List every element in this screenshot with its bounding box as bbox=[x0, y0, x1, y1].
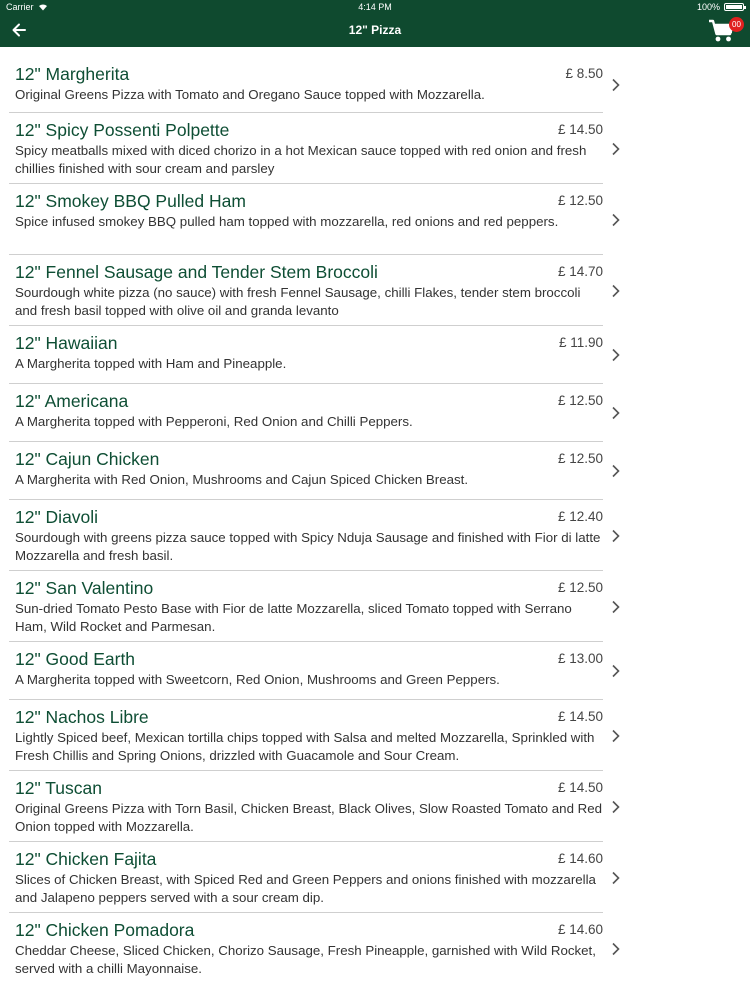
carrier-label: Carrier bbox=[6, 2, 34, 12]
menu-item-price: £ 12.50 bbox=[557, 580, 603, 595]
menu-item[interactable] bbox=[0, 842, 750, 913]
menu-item-description: A Margherita topped with Pepperoni, Red Onion and Chilli Peppers. bbox=[15, 414, 413, 429]
menu-item-name: 12" Americana bbox=[15, 391, 129, 411]
menu-item-price: £ 14.60 bbox=[557, 922, 603, 937]
chevron-right-icon bbox=[611, 78, 621, 92]
menu-item-price: £ 12.50 bbox=[557, 193, 603, 208]
menu-item-description: Cheddar Cheese, Sliced Chicken, Chorizo Sausage, Fresh Pineapple, garnished with Wild Rocket, served with a chilli Mayonnaise. bbox=[15, 943, 596, 976]
menu-item-price: £ 14.70 bbox=[557, 264, 603, 279]
cart-count-badge: 00 bbox=[729, 17, 744, 32]
menu-item[interactable] bbox=[0, 113, 750, 184]
menu-item-description: Sun-dried Tomato Pesto Base with Fior de latte Mozzarella, sliced Tomato topped with Serrano Ham, Wild Rocket and Parmesan. bbox=[15, 601, 572, 634]
menu-item-name: 12" Diavoli bbox=[15, 507, 99, 527]
menu-item-description: Sourdough white pizza (no sauce) with fresh Fennel Sausage, chilli Flakes, tender stem broccoli and fresh basil topped with olive oil and granda levanto bbox=[15, 285, 581, 318]
menu-item[interactable] bbox=[0, 571, 750, 642]
menu-item-name: 12" Spicy Possenti Polpette bbox=[15, 120, 230, 140]
menu-item-description: Slices of Chicken Breast, with Spiced Red and Green Peppers and onions finished with mozzarella and Jalapeno peppers served with a sour cream dip. bbox=[15, 872, 596, 905]
chevron-right-icon bbox=[611, 348, 621, 362]
chevron-right-icon bbox=[611, 213, 621, 227]
menu-item-description: Sourdough with greens pizza sauce topped with Spicy Nduja Sausage and finished with Fior di latte Mozzarella and fresh basil. bbox=[15, 530, 601, 563]
battery-indicator bbox=[697, 2, 744, 12]
menu-item-name: 12" Cajun Chicken bbox=[15, 449, 160, 469]
menu-item-price: £ 12.50 bbox=[557, 451, 603, 466]
nav-bar bbox=[0, 14, 750, 47]
chevron-right-icon bbox=[611, 464, 621, 478]
chevron-right-icon bbox=[611, 529, 621, 543]
menu-item-price: £ 11.90 bbox=[558, 335, 603, 350]
battery-icon bbox=[724, 3, 744, 11]
menu-item-price: £ 14.50 bbox=[557, 122, 603, 137]
battery-label: 100% bbox=[696, 2, 720, 12]
menu-item-price: £ 14.50 bbox=[557, 780, 603, 795]
chevron-right-icon bbox=[611, 142, 621, 156]
menu-item-name: 12" Good Earth bbox=[15, 649, 136, 669]
chevron-right-icon bbox=[611, 800, 621, 814]
chevron-right-icon bbox=[611, 600, 621, 614]
menu-item-description: A Margherita topped with Sweetcorn, Red Onion, Mushrooms and Green Peppers. bbox=[15, 672, 500, 687]
menu-item-name: 12" Chicken Pomadora bbox=[15, 920, 195, 940]
menu-item[interactable] bbox=[0, 57, 750, 113]
menu-item-name: 12" Margherita bbox=[15, 64, 130, 84]
chevron-right-icon bbox=[611, 871, 621, 885]
menu-item[interactable] bbox=[0, 384, 750, 442]
menu-item[interactable] bbox=[0, 442, 750, 500]
menu-item[interactable] bbox=[0, 184, 750, 255]
menu-item-description: Original Greens Pizza with Torn Basil, Chicken Breast, Black Olives, Slow Roasted Tomato and Red Onion topped with Mozzarella. bbox=[15, 801, 603, 834]
menu-item[interactable] bbox=[0, 700, 750, 771]
menu-item-description: A Margherita topped with Ham and Pineapple. bbox=[15, 356, 287, 371]
menu-item[interactable] bbox=[0, 500, 750, 571]
status-bar bbox=[0, 0, 750, 14]
status-time: 4:14 PM bbox=[358, 2, 392, 12]
chevron-right-icon bbox=[611, 284, 621, 298]
menu-item[interactable] bbox=[0, 255, 750, 326]
chevron-right-icon bbox=[611, 406, 621, 420]
menu-item-price: £ 8.50 bbox=[565, 66, 603, 81]
menu-item-description: Spice infused smokey BBQ pulled ham topped with mozzarella, red onions and red peppers. bbox=[15, 214, 559, 229]
menu-item-price: £ 12.40 bbox=[557, 509, 603, 524]
chevron-right-icon bbox=[611, 729, 621, 743]
menu-item-price: £ 12.50 bbox=[557, 393, 603, 408]
menu-item-name: 12" Chicken Fajita bbox=[15, 849, 157, 869]
menu-item[interactable] bbox=[0, 771, 750, 842]
menu-item-name: 12" Tuscan bbox=[15, 778, 102, 798]
menu-item-name: 12" Hawaiian bbox=[15, 333, 118, 353]
menu-item-name: 12" Nachos Libre bbox=[15, 707, 149, 727]
page-title: 12" Pizza bbox=[348, 23, 402, 37]
menu-item-price: £ 13.00 bbox=[557, 651, 603, 666]
menu-item-price: £ 14.50 bbox=[557, 709, 603, 724]
menu-item-description: Lightly Spiced beef, Mexican tortilla chips topped with Salsa and melted Mozzarella, Sprinkled with Fresh Chillis and Spring Onions, drizzled with Guacamole and Sour Cream. bbox=[15, 730, 595, 763]
menu-item-description: A Margherita with Red Onion, Mushrooms and Cajun Spiced Chicken Breast. bbox=[15, 472, 469, 487]
menu-item-description: Spicy meatballs mixed with diced chorizo in a hot Mexican sauce topped with red onion and fresh chillies finished with sour cream and parsley bbox=[15, 143, 587, 176]
menu-item-name: 12" Fennel Sausage and Tender Stem Broccoli bbox=[15, 262, 378, 282]
menu-item-name: 12" Smokey BBQ Pulled Ham bbox=[15, 191, 246, 211]
menu-item[interactable] bbox=[0, 326, 750, 384]
menu-item-description: Original Greens Pizza with Tomato and Oregano Sauce topped with Mozzarella. bbox=[15, 87, 485, 102]
menu-item-name: 12" San Valentino bbox=[15, 578, 154, 598]
menu-list bbox=[0, 57, 750, 984]
menu-item[interactable] bbox=[0, 913, 750, 984]
menu-item-price: £ 14.60 bbox=[557, 851, 603, 866]
menu-item[interactable] bbox=[0, 642, 750, 700]
chevron-right-icon bbox=[611, 942, 621, 956]
chevron-right-icon bbox=[611, 664, 621, 678]
